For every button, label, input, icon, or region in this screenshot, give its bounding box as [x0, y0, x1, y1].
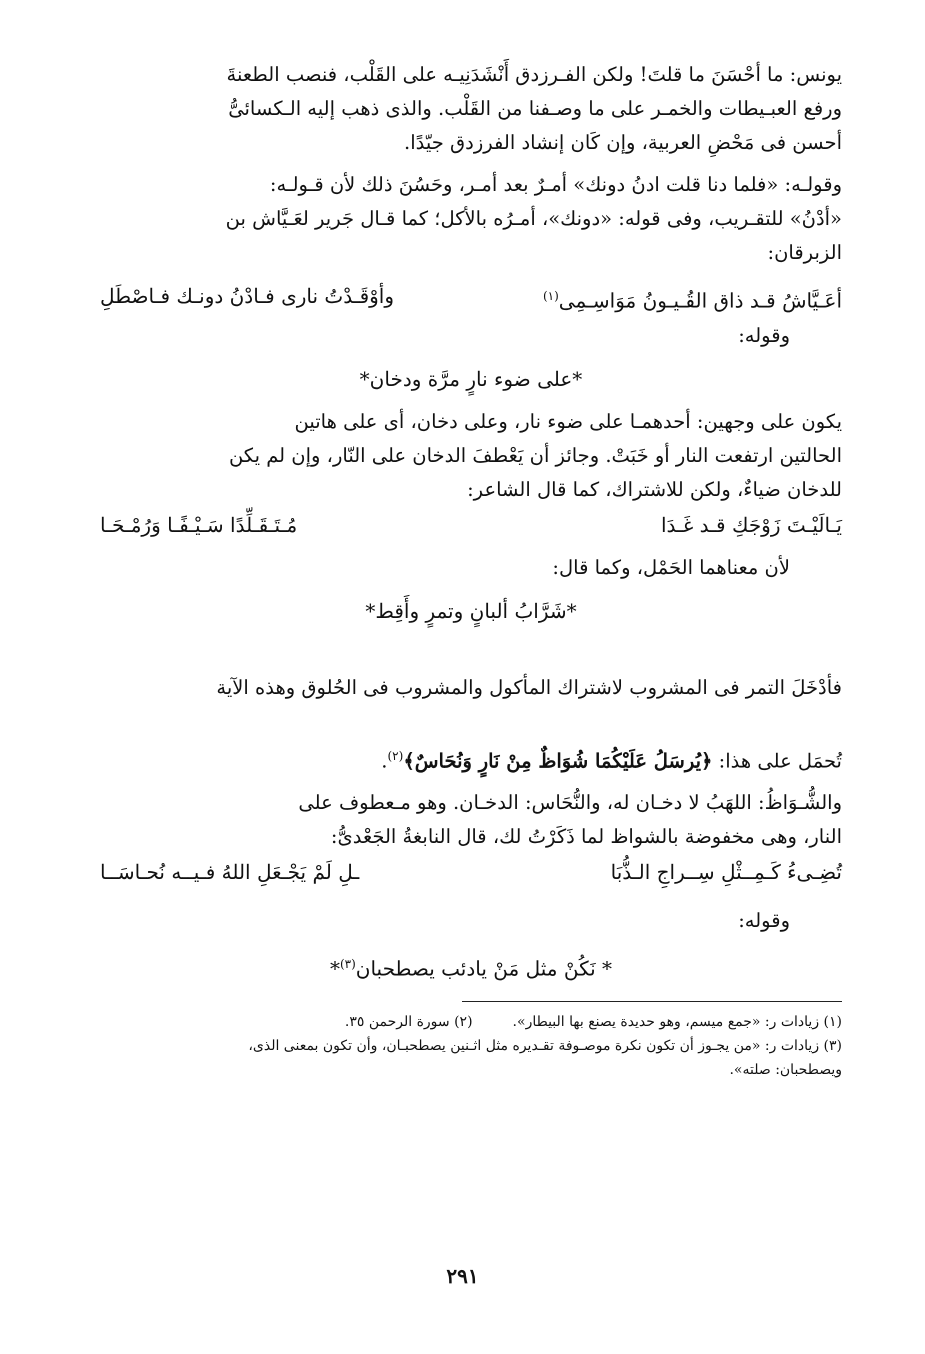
quote-2: *شَرَّابُ ألبانٍ وتمرٍ وأَقِط* — [365, 598, 577, 623]
verse-1-footnote-ref: (١) — [542, 289, 559, 303]
footnotes — [100, 1010, 842, 1082]
quote-3-end: * — [329, 956, 340, 981]
footnote-divider — [462, 1001, 842, 1002]
verse-1-first-text: أعَـيَّاشُ قـد ذاق القُـيـونُ مَوَاسِـمِى — [558, 288, 842, 313]
verse-2-first-hemistich: يَـالَيْـتَ زَوْجَكِ قـد غَـدَا — [660, 512, 842, 537]
page-content — [100, 58, 842, 1082]
verse-3-first-hemistich: تُضِـىءُ كَـمِــثْلِ سِــراجِ الـذُّبَا — [610, 860, 842, 885]
paragraph-5: والشُّـوَاظُ: اللهَبُ لا دخـان له، والنُّحَاس: الدخـان. وهو مـعطوف على النار، وهى مخفوضة بالشواظ لما ذَكَرْتُ لك، قال النابغةُ الجَعْدىُّ: — [298, 791, 842, 849]
paragraph-4-line-1: فأدْخَلَ التمر فى المشروب لاشتراك المأكول والمشروب فى الحُلوق وهذه الآية — [216, 675, 842, 699]
quran-verse: ﴿يُرسَلُ عَلَيْكُمَا شُوَاظٌ مِنْ نَارٍ وَنُحَاسٌ﴾ — [403, 749, 713, 773]
verse-2-second-hemistich: مُـتَـقَـلِّدًا سَـيْـفًـا وَرُمْـحَـا — [100, 512, 298, 537]
footnote-row-1 — [100, 1010, 842, 1034]
footnote-3: (٣) زيادات ر: «من يجـوز أن تكون نكرة موصـوفة تقـديره مثل اثـنين يصطحبـان، وأن تكون بمعنى الذى، ويصطحبان: صلته». — [248, 1037, 842, 1078]
footnote-1: (١) زيادات ر: «جمع ميسم، وهو حديدة يصنع بها البيطار». — [512, 1013, 842, 1030]
paragraph-4-suffix: . — [381, 749, 388, 773]
paragraph-4-footnote-ref: (٢) — [387, 748, 404, 763]
quote-3-footnote-ref: (٣) — [339, 957, 356, 972]
after-verse-1: وقوله: — [738, 323, 790, 347]
verse-1-first-hemistich — [543, 278, 842, 319]
paragraph-3: يكون على وجهين: أحدهمـا على ضوء نار، وعلى دخان، أى على هاتين الحالتين ارتفعت النار أو خَبَتْ. وجائز أن يَعْطفَ الدخان على النّار، وإن لم يكن للدخان ضياءٌ، ولكن للاشتراك، كما قال الشاعر: — [228, 409, 842, 501]
paragraph-4-prefix: تُحمَل على هذا: — [712, 749, 842, 773]
after-verse-2: لأن معناهما الحَمْل، وكما قال: — [552, 555, 790, 579]
verse-1-second-hemistich: وأوْقَـدْتُ نارى فـادْنُ دونـك فـاصْطَلِ — [100, 284, 395, 308]
footnote-2: (٢) سورة الرحمن ٣٥. — [344, 1013, 473, 1030]
quote-1: *على ضوء نارٍ مرَّة ودخان* — [359, 366, 583, 391]
verse-1 — [100, 278, 842, 319]
verse-3-second-hemistich: ـلِ لَمْ يَجْـعَلِ اللهُ فـيــه نُحـاسَــا — [100, 860, 360, 885]
paragraph-1: يونس: ما أحْسَنَ ما قلتَ! ولكن الفـرزدق أَنْشَدَنِيـه على القَلْب، فنصب الطعنةَ ورفع العبـيطات والخمـر على ما وصـفنا من القَلْب. والذى ذهب إليه الـكسائىُّ أحسن فى مَحْضِ العربية، وإن كَان إنشاد الفرزدق جيّدًا. — [226, 63, 842, 154]
paragraph-2: وقولـه: «فلما دنا قلت ادنُ دونك» أمـرٌ بعد أمـر، وحَسُنَ ذلك لأن قـولـه: «أدْنُ» للتقـريب، وفى قوله: «دونك»، أمـرُه بالأكل؛ كما قـال جَرير لعَـيَّاش بن الزبرقان: — [225, 173, 842, 264]
verse-2 — [100, 507, 842, 543]
verse-3 — [100, 854, 842, 890]
quote-3 — [100, 946, 842, 987]
quote-3-text: * نَكُنْ مثل مَنْ يادئب يصطحبان — [355, 956, 613, 981]
after-verse-3: وقوله: — [738, 909, 790, 933]
page-number: ٢٩١ — [446, 1264, 479, 1288]
paragraph-4 — [100, 637, 842, 779]
